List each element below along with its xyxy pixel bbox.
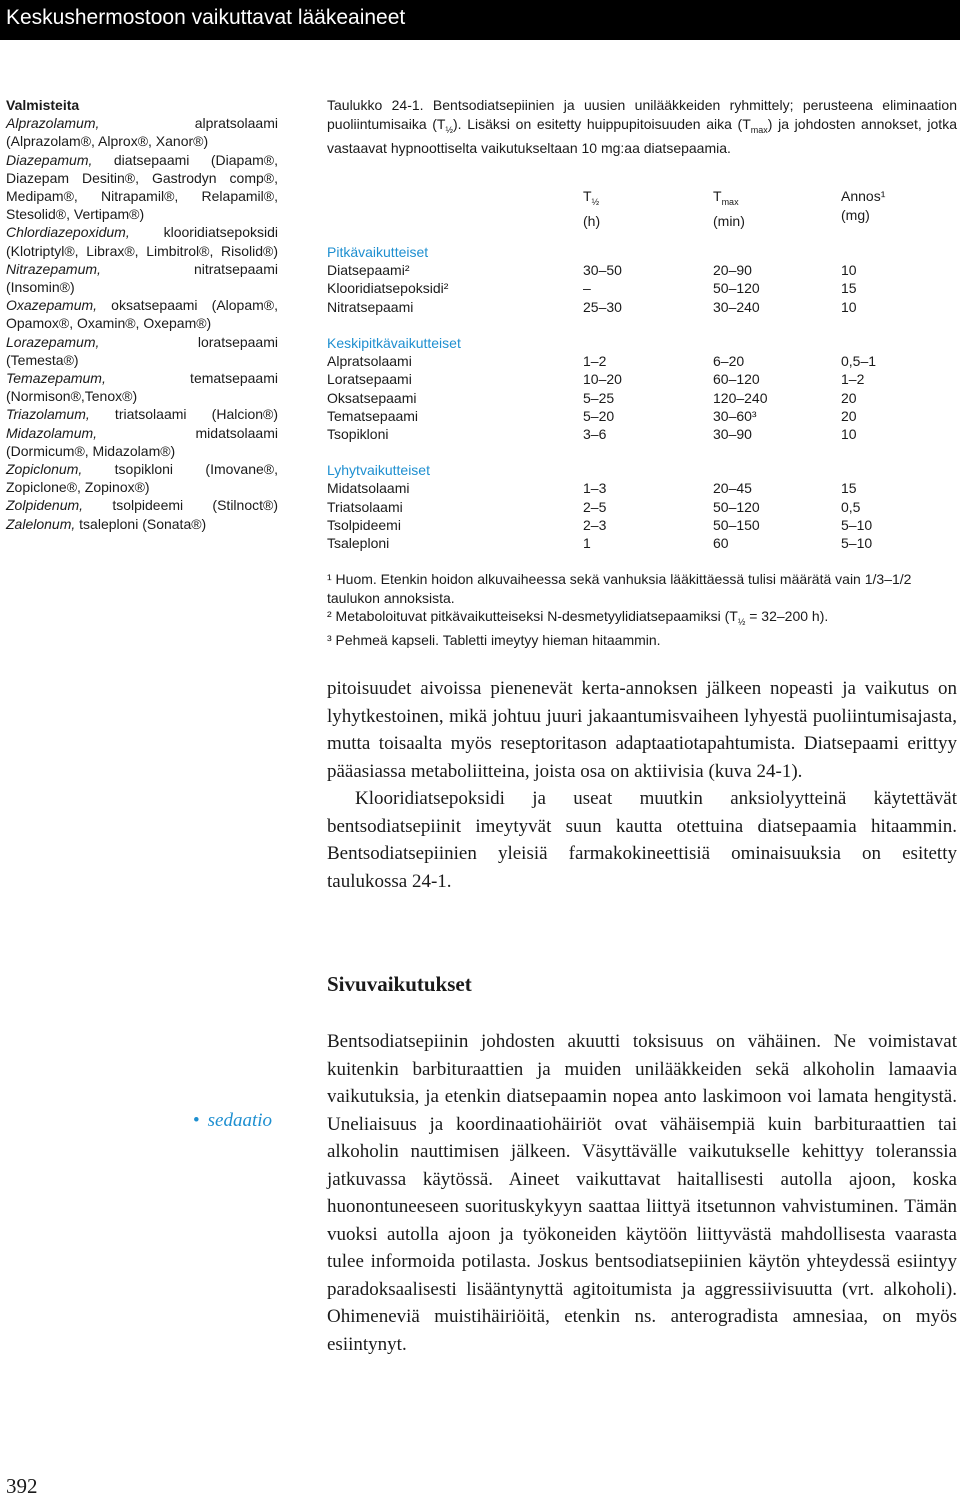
product-text: (Klotriptyl®, Librax®, Limbitrol®, Risolid®) [6,242,278,259]
sidebar-list-item [6,424,278,442]
table-cell-dose: 20 [841,407,857,424]
table-row [327,516,887,534]
table-cell-t-half: 30–50 [583,262,622,279]
table-cell-dose: 0,5–1 [841,353,877,370]
table-cell-t-half: – [583,280,591,297]
table-cell-dose: 15 [841,480,857,497]
col-header-dose-label: Annos¹ [841,188,886,204]
sidebar-list-item [6,223,278,241]
table-row [327,389,887,407]
sidebar-list-item [6,132,278,150]
sidebar-list-item [6,314,278,332]
table-cell-drug: Tsaleploni [327,535,390,552]
sidebar-list-item [6,278,278,296]
table-cell-dose: 10 [841,262,857,279]
caption-text-2: ). Lisäksi on esitetty huippupitoisuuden aika (T [453,115,751,132]
table-cell-dose: 20 [841,389,857,406]
product-text: diatsepaami (Diapam®, [92,151,278,168]
generic-name: Oxazepamum, [6,297,98,314]
product-text: loratsepaami [99,333,278,350]
group-spacer [327,316,887,334]
sidebar-list-item [6,333,278,351]
table-cell-t-half: 1 [583,535,591,552]
sidebar-list-item [6,296,278,314]
table-group-heading: Pitkävaikutteiset [327,244,429,260]
sidebar-list-item [6,187,278,205]
product-text: tematsepaami [105,370,278,387]
table-row [327,425,887,443]
col-header-t-max-unit: (min) [713,212,745,229]
preparations-sidebar [6,96,278,533]
sidebar-list-item [6,442,278,460]
product-text: Opamox®, Oxamin®, Oxepam®) [6,315,212,332]
table-caption [327,96,957,157]
generic-name: Triazolamum, [6,406,90,423]
table-cell-drug: Nitratsepaami [327,298,414,315]
table-row [327,370,887,388]
col-header-t-half [583,187,600,231]
table-cell-t-max: 60–120 [713,371,760,388]
footnote-2-tail: = 32–200 h). [745,608,829,624]
product-text: (Temesta®) [6,351,79,368]
product-text: triatsolaami (Halcion®) [89,406,278,423]
product-text: tsolpideemi (Stilnoct®) [83,497,278,514]
table-cell-dose: 5–10 [841,516,873,533]
table-cell-dose: 15 [841,280,857,297]
col-header-t-max-sub: max [721,196,739,207]
table-cell-t-max: 30–240 [713,298,760,315]
margin-keyword-text: sedaatio [207,1110,273,1131]
product-text: alpratsolaami [99,115,278,132]
table-cell-dose: 5–10 [841,535,873,552]
product-text: tsaleploni (Sonata®) [75,515,207,532]
group-spacer [327,443,887,461]
table-cell-t-half: 2–3 [583,516,607,533]
generic-name: Midazolamum, [6,424,98,441]
footnote-2 [327,607,955,631]
table-cell-t-half: 3–6 [583,425,607,442]
table-group-heading: Keskipitkävaikutteiset [327,334,461,351]
table-cell-drug: Midatsolaami [327,480,410,497]
generic-name: Diazepamum, [6,151,93,168]
sidebar-list-item [6,478,278,496]
table-cell-t-max: 120–240 [713,389,768,406]
sidebar-list-item [6,515,278,533]
product-text: Stesolid®, Vertipam®) [6,206,145,223]
table-cell-drug: Tematsepaami [327,407,419,424]
table-cell-t-max: 20–45 [713,480,752,497]
table-row [327,298,887,316]
table-cell-t-max: 6–20 [713,353,745,370]
table-cell-drug: Klooridiatsepoksidi² [327,280,449,297]
sidebar-list [6,114,278,533]
product-text: (Dormicum®, Midazolam®) [6,442,176,459]
table-cell-drug: Tsopikloni [327,425,389,442]
footnote-3: ³ Pehmeä kapseli. Tabletti imeytyy hieman hitaammin. [327,632,661,649]
col-header-t-half-unit: (h) [583,212,601,229]
table-cell-drug: Oksatsepaami [327,389,417,406]
footnote-2-text: ² Metaboloituvat pitkävaikutteiseksi N-desmetyylidiatsepaamiksi (T [327,608,738,624]
table-row [327,534,887,552]
col-header-t-half-sub: ½ [591,196,600,207]
col-header-dose-unit: (mg) [841,207,870,223]
table-cell-t-half: 2–5 [583,498,607,515]
table-cell-drug: Diatsepaami² [327,262,410,279]
sidebar-list-item [6,405,278,423]
generic-name: Temazepamum, [6,370,106,387]
col-header-t-max [713,187,745,231]
body-text-side-effects [327,1028,957,1358]
sidebar-list-item [6,151,278,169]
sidebar-list-item [6,369,278,387]
col-header-dose [841,187,885,225]
table-footnotes [327,570,955,650]
sidebar-list-item [6,169,278,187]
product-text: Zopiclone®, Zopinox®) [6,479,150,496]
sidebar-list-item [6,496,278,514]
table-cell-t-max: 60 [713,535,729,552]
table-cell-t-max: 30–60³ [713,407,757,424]
generic-name: Lorazepamum, [6,333,100,350]
product-text: klooridiatsepoksidi [129,224,278,241]
product-text: (Normison®,Tenox®) [6,388,138,405]
table-cell-dose: 10 [841,425,857,442]
table-cell-t-half: 5–25 [583,389,615,406]
table-cell-t-max: 50–120 [713,280,760,297]
sidebar-list-item [6,387,278,405]
paragraph: Klooridiatsepoksidi ja useat muutkin anksiolyytteinä käytettävät bentsodiatsepiinit imeytyvät suun kautta otettuina diatsepaamia hitaammin. Bentsodiatsepiinien yleisiä farmakokineettisiä ominaisuuksia on esitetty taulukossa 24-1. [327,788,957,892]
generic-name: Nitrazepamum, [6,260,101,277]
caption-sub-1: ½ [445,124,453,135]
table-row [327,261,887,279]
table-group-heading: Lyhytvaikutteiset [327,462,430,479]
table-row [327,498,887,516]
sidebar-list-item [6,242,278,260]
product-text: nitratsepaami [100,260,278,277]
running-header [0,0,960,40]
caption-sub-2: max [750,124,768,135]
table-cell-dose: 1–2 [841,371,865,388]
table-cell-t-half: 1–2 [583,353,607,370]
margin-keyword [193,1110,272,1132]
table-cell-drug: Tsolpideemi [327,516,401,533]
sidebar-list-item [6,260,278,278]
drug-table [327,243,887,552]
sidebar-list-item [6,114,278,132]
col-header-t-max-symbol: T [713,188,722,204]
table-cell-t-max: 30–90 [713,425,752,442]
section-heading: Sivuvaikutukset [327,972,472,996]
sidebar-list-item [6,205,278,223]
table-row [327,479,887,497]
footnote-2-sub: ½ [737,616,746,627]
table-cell-t-half: 10–20 [583,371,622,388]
generic-name: Zopiclonum, [6,461,83,478]
table-row [327,407,887,425]
page-number: 392 [6,1474,38,1498]
product-text: Diazepam Desitin®, Gastrodyn comp®, [6,169,278,186]
table-cell-t-max: 50–150 [713,516,760,533]
caption-text-1: Taulukko 24-1. Bentsodiatsepiinien ja uusien unilääkkeiden ryhmittely; perusteena eliminaation puoliintumisaika (T [327,97,957,132]
sidebar-heading: Valmisteita [6,97,80,113]
table-cell-drug: Triatsolaami [327,498,403,515]
body-text-upper [327,675,957,895]
generic-name: Alprazolamum, [6,115,100,132]
caption-text-3: ) ja johdosten annokset, jotka vastaavat hypnoottiselta vaikutukseltaan 10 mg:aa diatsepaamia. [327,115,957,156]
product-text: tsopikloni (Imovane®, [82,461,278,478]
product-text: (Insomin®) [6,279,75,296]
table-cell-drug: Alpratsolaami [327,353,412,370]
paragraph: Bentsodiatsepiinin johdosten akuutti toksisuus on vähäinen. Ne voimistavat kuitenkin barbituraattien ja muiden unilääkkeiden sekä alkoholin lamaavia vaikutuksia, ja etenkin diatsepaamin nopea anto laskimoon voi lamata hengitystä. Uneliaisuus ja koordinaatiohäiriöt ovat vähäisempiä kuin barbituraattien tai alkoholin nauttimisen jälkeen. Väsyttävälle vaikutukselle kehittyy toleranssia jatkuvassa käytössä. Aineet vaikuttavat haitallisesti autolla ajoon, koska huonontuneeseen suorituskykyyn saattaa liittyä itsetunnon vahvistuminen. Tämän vuoksi autolla ajoon ja työkoneiden käytöön liittyvästä mahdollisesta vaarasta tulee informoida potilasta. Joskus bentsodiatsepiinien käytön yhteydessä esiintyy paradoksaalisesti lisääntynyttä agitoitumista ja aggressiivisuutta (vrt. alkoholi). Ohimeneviä muistihäiriöitä, etenkin ns. anterogradista amnesiaa, on myös esiintynyt. [327,1031,957,1355]
generic-name: Chlordiazepoxidum, [6,224,130,241]
product-text: oksatsepaami (Alopam®, [97,297,278,314]
table-cell-drug: Loratsepaami [327,371,412,388]
bullet-icon: • [193,1110,200,1131]
generic-name: Zolpidenum, [6,497,84,514]
table-cell-t-max: 50–120 [713,498,760,515]
sidebar-list-item [6,460,278,478]
sidebar-list-item [6,351,278,369]
table-cell-t-max: 20–90 [713,262,752,279]
product-text: (Alprazolam®, Alprox®, Xanor®) [6,133,209,150]
footnote-1: ¹ Huom. Etenkin hoidon alkuvaiheessa sekä vanhuksia lääkittäessä tulisi määrätä vain 1/3–1/2 taulukon annoksista. [327,571,912,606]
generic-name: Zalelonum, [6,515,76,532]
table-cell-t-half: 1–3 [583,480,607,497]
product-text: Medipam®, Nitrapamil®, Relapamil®, [6,188,278,205]
chapter-title: Keskushermostoon vaikuttavat lääkeaineet [6,6,406,29]
table-cell-dose: 10 [841,298,857,315]
table-cell-t-half: 25–30 [583,298,622,315]
table-row [327,279,887,297]
table-cell-dose: 0,5 [841,498,861,515]
product-text: midatsolaami [97,424,278,441]
col-header-t-half-symbol: T [583,188,592,204]
table-cell-t-half: 5–20 [583,407,615,424]
table-row [327,352,887,370]
paragraph: pitoisuudet aivoissa pienenevät kerta-annoksen jälkeen nopeasti ja vaikutus on lyhytkestoinen, mikä johtuu juuri jakaantumisvaiheen lyhyestä puoliintumisajasta, mutta toisaalta myös reseptoritason adaptaatiotapahtumista. Diatsepaami erittyy pääasiassa metaboliitteina, joista osa on aktiivisia (kuva 24-1). [327,678,957,782]
